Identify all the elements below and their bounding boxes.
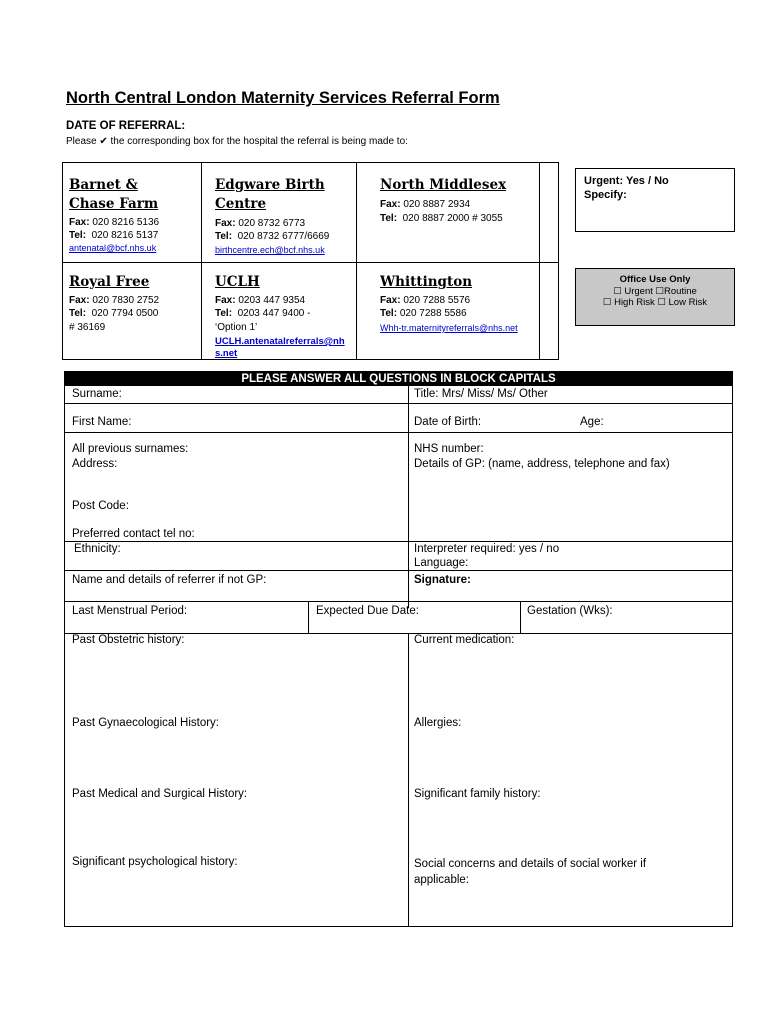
urgent-box[interactable] [575, 168, 735, 232]
edd-field[interactable]: Expected Due Date: [316, 605, 419, 617]
form-divider [65, 570, 732, 571]
tel-line: Tel: 020 8216 5137 [69, 230, 159, 241]
date-of-referral-label: DATE OF REFERRAL: [66, 120, 186, 132]
form-divider [65, 432, 732, 433]
tel-line: Tel: 020 8732 6777/6669 [215, 231, 330, 242]
form-divider [65, 403, 732, 404]
option-line: ‘Option 1’ [215, 322, 258, 333]
page-title: North Central London Maternity Services Referral Form [66, 89, 500, 107]
referrer-field[interactable]: Name and details of referrer if not GP: [72, 574, 267, 586]
form-divider [408, 386, 409, 608]
surname-field[interactable]: Surname: [72, 388, 122, 400]
patient-details-form [64, 371, 733, 927]
block-capitals-banner: PLEASE ANSWER ALL QUESTIONS IN BLOCK CAPITALS [65, 372, 732, 386]
hospital-name: Whittington [380, 274, 473, 290]
instruction-post: the corresponding box for the hospital the referral is being made to: [110, 136, 408, 147]
age-field[interactable]: Age: [580, 416, 604, 428]
hospital-name: Edgware Birth Centre [215, 177, 325, 212]
specify-label: Specify: [584, 189, 627, 201]
office-priority-options[interactable]: ☐ Urgent ☐Routine [613, 285, 697, 297]
form-divider [408, 633, 409, 927]
hospital-name: Royal Free [69, 274, 150, 290]
fax-line: Fax: 020 8887 2934 [380, 199, 471, 210]
form-divider [65, 601, 732, 602]
tel-line: Tel: 020 7288 5586 [380, 308, 467, 319]
form-divider [65, 541, 732, 542]
tel-line: Tel: 020 8887 2000 # 3055 [380, 213, 503, 224]
fax-line: Fax: 020 8732 6773 [215, 218, 306, 229]
extension-line: # 36169 [69, 322, 106, 333]
fax-line: Fax: 020 7830 2752 [69, 295, 160, 306]
address-field[interactable]: Address: [72, 458, 118, 470]
email-link[interactable]: Whh-tr.maternityreferrals@nhs.net [380, 323, 518, 333]
nhs-number-field[interactable]: NHS number: [414, 443, 484, 455]
gynaecological-history-field[interactable]: Past Gynaecological History: [72, 717, 220, 729]
form-divider [308, 601, 309, 633]
fax-line: Fax: 020 7288 5576 [380, 295, 471, 306]
hospital-name: Barnet & Chase Farm [69, 177, 159, 212]
instruction-pre: Please [66, 136, 97, 147]
allergies-field[interactable]: Allergies: [414, 717, 462, 729]
office-use-heading: Office Use Only [619, 274, 691, 285]
grid-divider [539, 163, 540, 359]
contact-tel-field[interactable]: Preferred contact tel no: [72, 528, 195, 540]
hospital-name: North Middlesex [380, 177, 507, 193]
form-divider [520, 601, 521, 633]
office-use-box [575, 268, 735, 326]
hospital-name: UCLH [215, 274, 260, 290]
current-medication-field[interactable]: Current medication: [414, 634, 515, 646]
gp-details-field[interactable]: Details of GP: (name, address, telephone and fax) [414, 458, 670, 470]
urgent-label: Urgent: Yes / No [584, 175, 669, 187]
tick-icon: ✔ [99, 136, 108, 147]
postcode-field[interactable]: Post Code: [72, 500, 129, 512]
interpreter-field[interactable]: Interpreter required: yes / no [414, 543, 560, 555]
previous-surnames-field[interactable]: All previous surnames: [72, 443, 189, 455]
dob-field[interactable]: Date of Birth: [414, 416, 482, 428]
office-risk-options[interactable]: ☐ High Risk ☐ Low Risk [602, 297, 708, 308]
ethnicity-field[interactable]: Ethnicity: [74, 543, 121, 555]
email-link[interactable]: antenatal@bcf.nhs.uk [69, 243, 157, 253]
instruction-text [66, 136, 408, 147]
gestation-field[interactable]: Gestation (Wks): [527, 605, 613, 617]
lmp-field[interactable]: Last Menstrual Period: [72, 605, 188, 617]
title-field[interactable]: Title: Mrs/ Miss/ Ms/ Other [414, 388, 548, 400]
hospital-selection-grid [62, 162, 559, 360]
grid-divider [356, 163, 357, 359]
fax-line: Fax: 0203 447 9354 [215, 295, 306, 306]
medical-surgical-history-field[interactable]: Past Medical and Surgical History: [72, 788, 248, 800]
grid-divider [63, 262, 558, 263]
email-link[interactable]: UCLH.antenatalreferrals@nh s.net [215, 336, 345, 359]
social-concerns-field[interactable]: Social concerns and details of social worker if applicable: [414, 858, 647, 886]
email-link[interactable]: birthcentre.ech@bcf.nhs.uk [215, 245, 325, 255]
first-name-field[interactable]: First Name: [72, 416, 132, 428]
family-history-field[interactable]: Significant family history: [414, 788, 541, 800]
obstetric-history-field[interactable]: Past Obstetric history: [72, 634, 185, 646]
tel-line: Tel: 020 7794 0500 [69, 308, 159, 319]
fax-line: Fax: 020 8216 5136 [69, 217, 160, 228]
signature-field[interactable]: Signature: [414, 574, 471, 586]
tel-line: Tel: 0203 447 9400 - [215, 308, 311, 319]
language-field[interactable]: Language: [414, 557, 469, 569]
grid-divider [201, 163, 202, 359]
psychological-history-field[interactable]: Significant psychological history: [72, 856, 238, 868]
